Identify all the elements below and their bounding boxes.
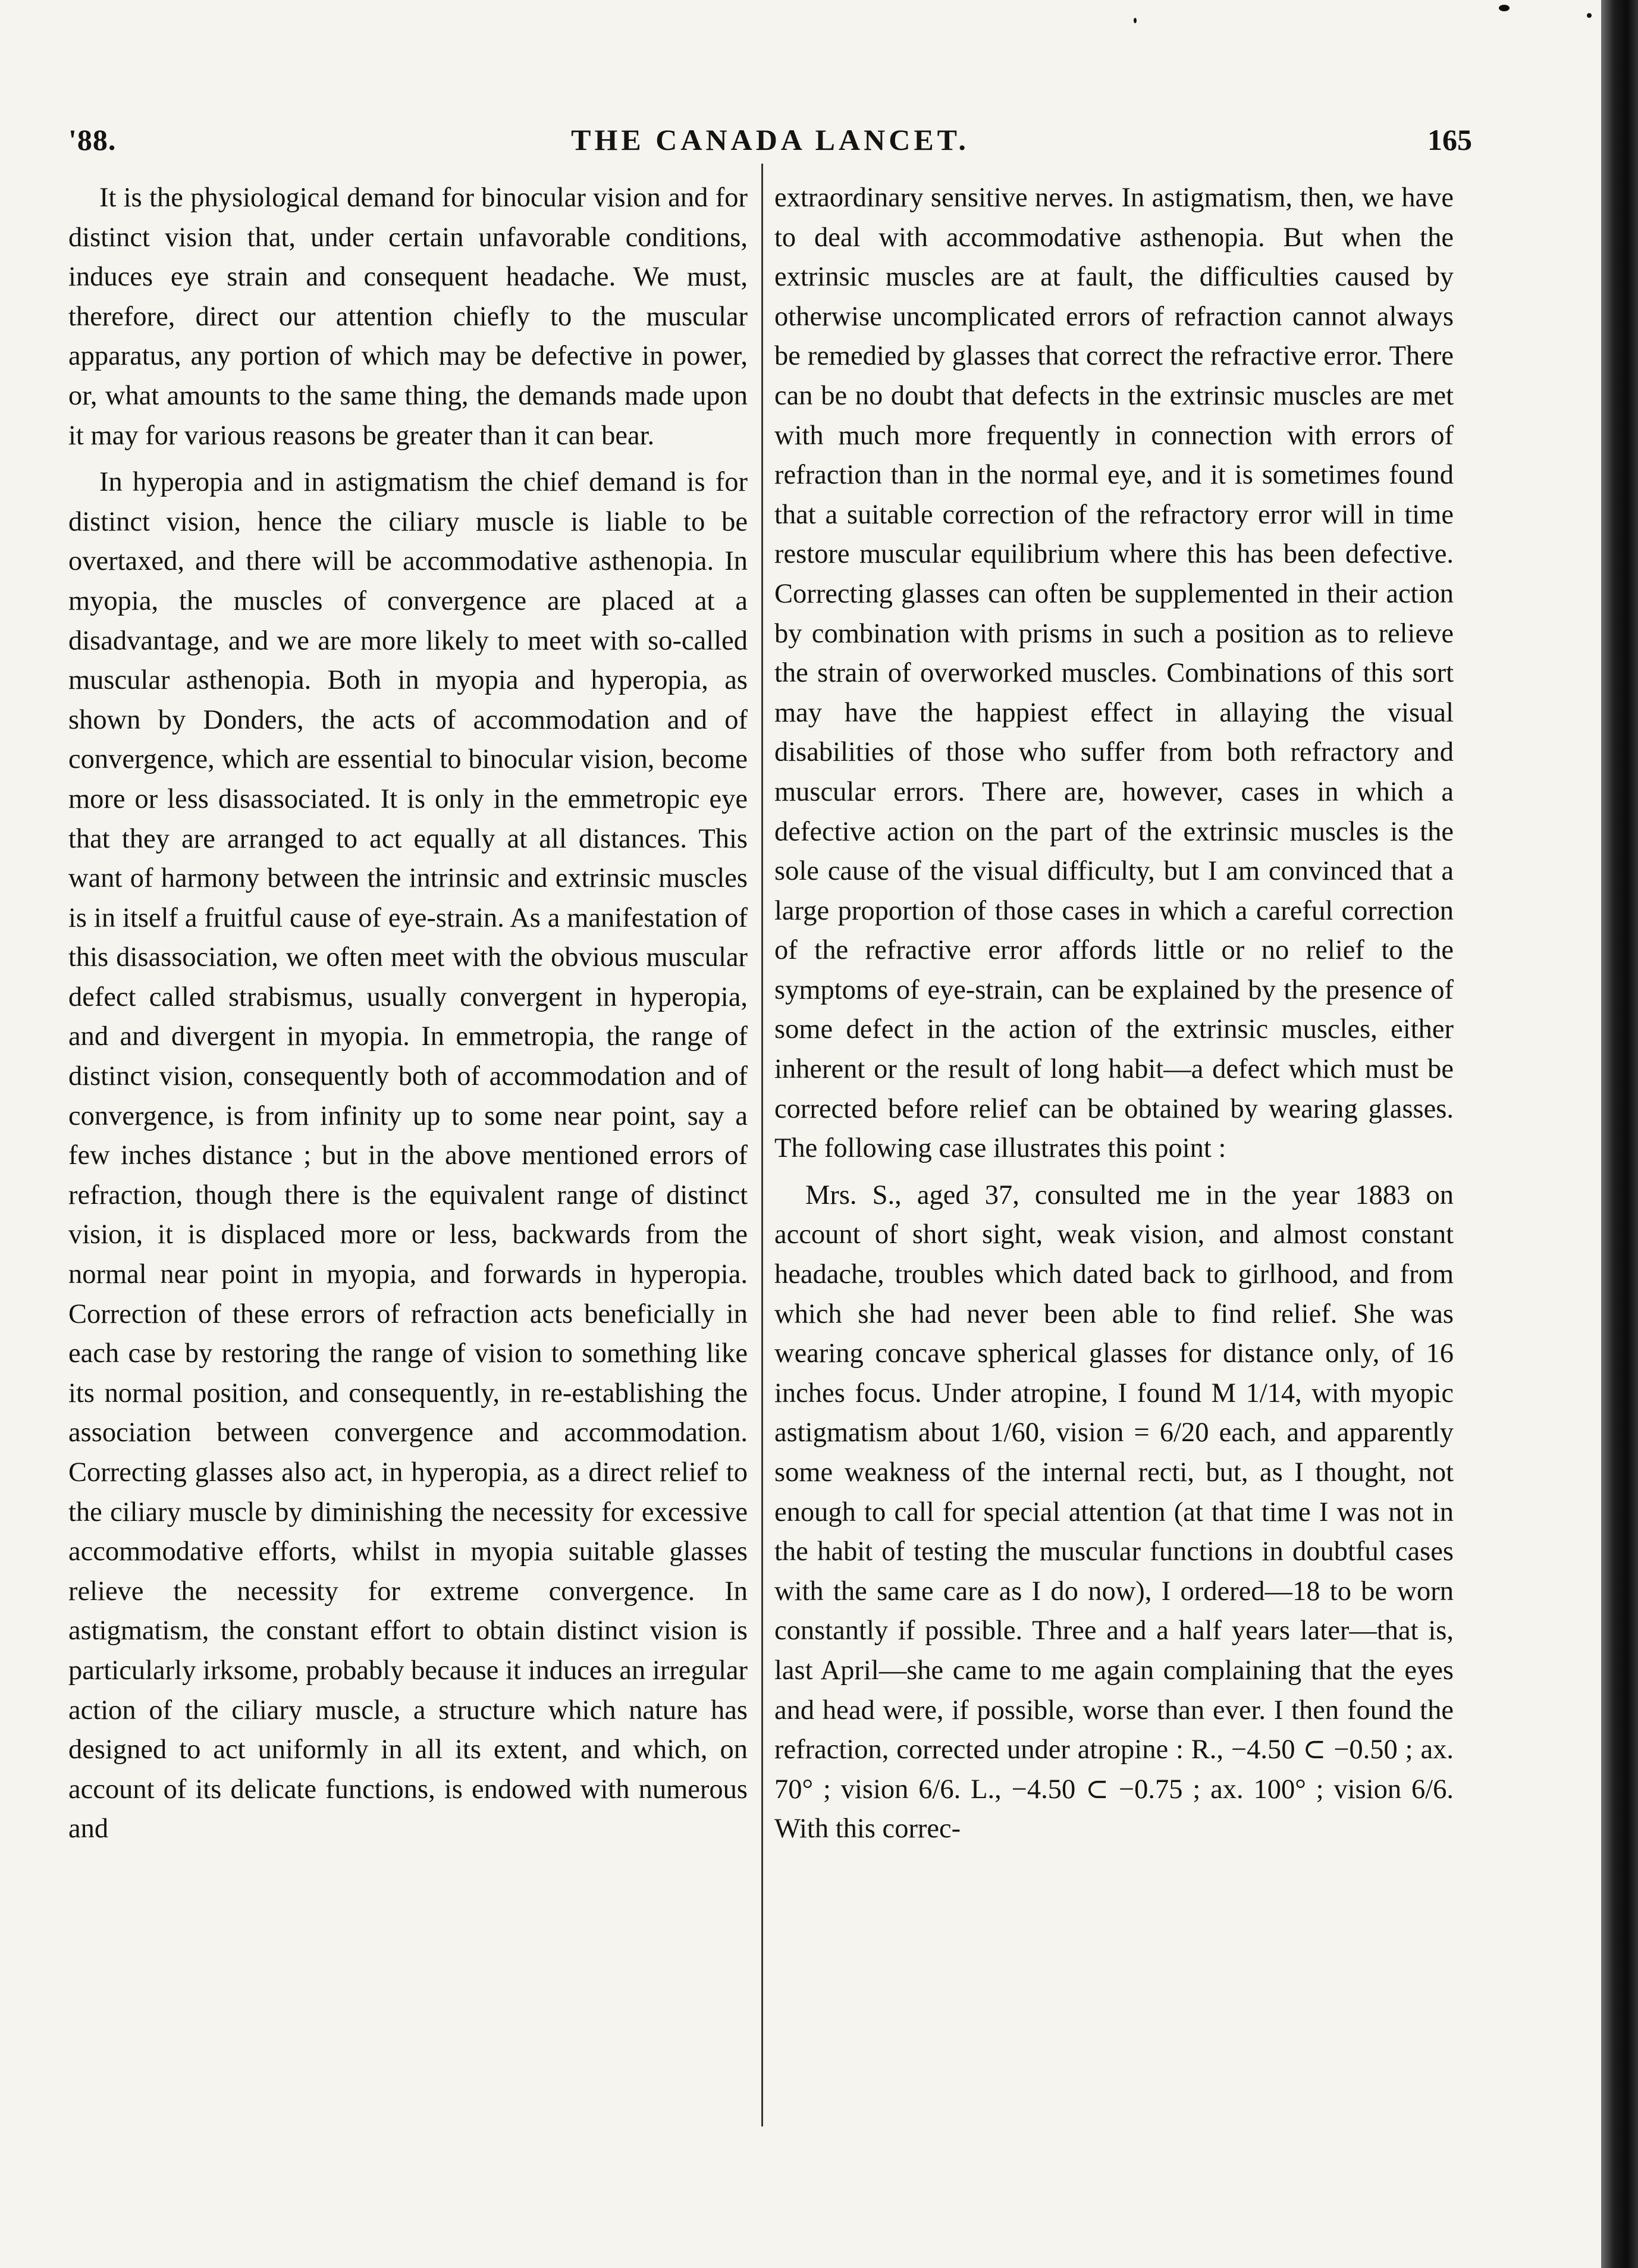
paragraph: In hyperopia and in astigmatism the chief demand is for distinct vision, hence the ciliary muscle is liable to be overtaxed, and there will be accommodative asthenopia. In myopia, the muscles of convergence are placed at a disadvantage, and we are more likely to meet with so-called muscular asthenopia. Both in myopia and hyperopia, as shown by Donders, the acts of accommodation and of convergence, which are essential to binocular vision, become more or less disassociated. It is only in the emmetropic eye that they are arranged to act equally at all distances. This want of harmony between the intrinsic and extrinsic muscles is in itself a fruitful cause of eye-strain. As a manifestation of this disassociation, we often meet with the obvious muscular defect called strabismus, usually convergent in hyperopia, and and divergent in myopia. In emmetropia, the range of distinct vision, consequently both of accommodation and of convergence, is from infinity up to some near point, say a few inches distance ; but in the above mentioned errors of refraction, though there is the equivalent range of distinct vision, it is displaced more or less, backwards from the normal near point in myopia, and forwards in hyperopia. Correction of these errors of refraction acts beneficially in each case by restoring the range of vision to something like its normal position, and consequently, in re-establishing the association between convergence and accommodation. Correcting glasses also act, in hyperopia, as a direct relief to the ciliary muscle by diminishing the necessity for excessive accommodative efforts, whilst in myopia suitable glasses relieve the necessity for extreme convergence. In astigmatism, the constant effort to obtain distinct vision is particularly irksome, probably because it induces an irregular action of the ciliary muscle, a structure which nature has designed to act uniformly in all its extent, and which, on account of its delicate functions, is endowed with numerous and (68, 467, 748, 1844)
running-header (68, 123, 1472, 170)
paragraph: Mrs. S., aged 37, consulted me in the year 1883 on account of short sight, weak vision, and almost constant headache, troubles which dated back to girlhood, and from which she had never been able to find relief. She was wearing concave spherical glasses for distance only, of 16 inches focus. Under atropine, I found M 1/14, with myopic astigmatism about 1/60, vision = 6/20 each, and apparently some weakness of the internal recti, but, as I thought, not enough to call for special attention (at that time I was not in the habit of testing the muscular functions in doubtful cases with the same care as I do now), I ordered—18 to be worn constantly if possible. Three and a half years later—that is, last April—she came to me again complaining that the eyes and head were, if possible, worse than ever. I then found the refraction, corrected under atropine : R., −4.50 ⊂ −0.50 ; ax. 70° ; vision 6/6. L., −4.50 ⊂ −0.75 ; ax. 100° ; vision 6/6. With this correc- (774, 1180, 1454, 1844)
ink-speck (1587, 13, 1592, 18)
left-column (68, 178, 748, 1849)
ink-speck (1499, 5, 1510, 11)
right-column (774, 178, 1454, 1849)
ink-speck (1134, 18, 1137, 23)
paragraph: It is the physiological demand for binocular vision and for distinct vision that, under certain unfavorable conditions, induces eye strain and consequent headache. We must, therefore, direct our attention chiefly to the muscular apparatus, any portion of which may be defective in power, or, what amounts to the same thing, the demands made upon it may for various reasons be greater than it can bear. (68, 183, 748, 451)
scanned-binding-edge (1601, 0, 1638, 2268)
paragraph: extraordinary sensitive nerves. In astigmatism, then, we have to deal with accommodative asthenopia. But when the extrinsic muscles are at fault, the difficulties caused by otherwise uncomplicated errors of refraction cannot always be remedied by glasses that correct the refractive error. There can be no doubt that defects in the extrinsic muscles are met with much more frequently in connection with errors of refraction than in the normal eye, and it is sometimes found that a suitable correction of the refractory error will in time restore muscular equilibrium where this has been defective. Correcting glasses can often be supplemented in their action by combination with prisms in such a position as to relieve the strain of overworked muscles. Combinations of this sort may have the happiest effect in allaying the visual disabilities of those who suffer from both refractory and muscular errors. There are, however, cases in which a defective action on the part of the extrinsic muscles is the sole cause of the visual difficulty, but I am convinced that a large proportion of those cases in which a careful correction of the refractive error affords little or no relief to the symptoms of eye-strain, can be explained by the presence of some defect in the action of the extrinsic muscles, either inherent or the result of long habit—a defect which must be corrected before relief can be obtained by wearing glasses. The following case illustrates this point : (774, 183, 1454, 1164)
page-number: 165 (1427, 123, 1472, 156)
journal-title: THE CANADA LANCET. (571, 123, 969, 156)
header-year: '88. (68, 123, 117, 156)
column-divider (761, 164, 763, 2126)
